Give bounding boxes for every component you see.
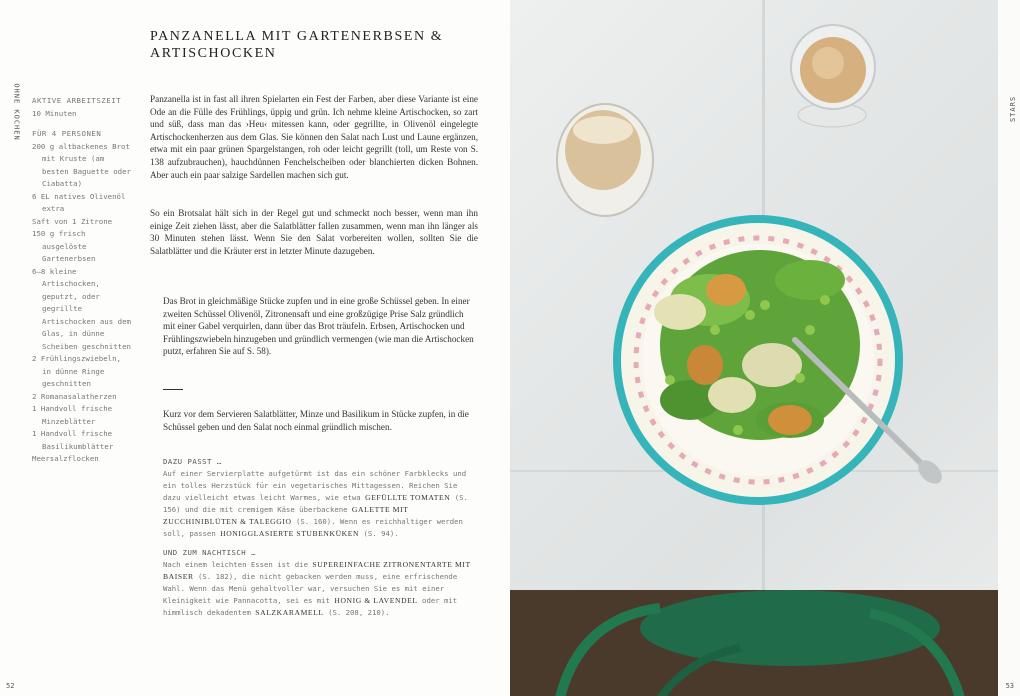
ingredient-item: 6–8 kleine Artischocken, geputzt, oder gegrillte Artischocken aus dem Glas, in dünne Scheiben geschnitten [32,266,131,351]
step-divider [163,389,183,390]
note-text: (S. 182), die nicht gebacken werden muss, eine erfrischende Wahl. Wenn das Menü gehaltvoller war, versuchen Sie es mit einer Kleinigkeit wie Pannacotta, sei es mit [163,572,458,605]
note-heading: DAZU PASST … [163,457,222,466]
ingredient-item: 200 g altbackenes Brot mit Kruste (am besten Baguette oder Ciabatta) [32,141,131,188]
ingredient-item: 1 Handvoll frische Minzeblätter [32,404,113,426]
note-text: (S. 160). Wenn es reichhaltiger werden soll, passen [163,517,463,538]
green-chair [540,588,970,696]
note-text: oder mit himmlisch dekadentem [163,596,458,617]
method-step-1: Das Brot in gleichmäßige Stücke zupfen und in eine große Schüssel geben. In einer zweiten Schüssel Olivenöl, Zitronensaft und eine großzügige Prise Salz gründlich mit einer Gabel verquirlen, dann über das Brot träufeln. Erbsen, Artischocken und Frühlingszwiebeln hinzugeben und gründlich vermengen (wie man die Artischocken putzt, erfahren Sie auf S. 58). [163,296,474,357]
salad-plate [613,215,903,505]
recipe-title: PANZANELLA MIT GARTENERBSEN & ARTISCHOCKEN [150,29,444,61]
cross-reference: SALZKARAMELL [255,608,324,617]
servings-label: FÜR 4 PERSONEN [32,129,102,138]
wine-glass [791,25,875,127]
chapter-label-right: STARS [1008,95,1017,123]
note-text: (S. 94). [363,529,399,538]
cross-reference: HONIG & LAVENDEL [334,596,418,605]
ingredient-item: 6 EL natives Olivenöl extra [32,191,126,213]
intro-paragraph-1: Panzanella ist in fast all ihren Spielarten ein Fest der Farben, aber diese Variante ist eine Ode an die Fülle des Frühlings, üppig und grün. Ich nehme kleine Artischocken, so zart und süß, dass man das ›Heu‹ mitessen kann, oder gegrillte, in Olivenöl eingelegte Artischockenherzen aus dem Glas. Sie können den Salat nach Lust und Laune ergänzen, etwa mit ein paar grünen Spargelstangen, roh oder leicht gegrillt (toll, um Reste von S. 138 aufzubrauchen), hauchdünnen Fenchelscheiben oder blanchierten dicken Bohnen. Aber auch ein paar salzige Sardellen machen sich gut. [150,94,478,180]
active-time-value: 10 Minuten [32,108,77,118]
ingredient-item: 150 g frisch ausgelöste Gartenerbsen [32,229,96,263]
note-heading: UND ZUM NACHTISCH … [163,548,256,557]
food-scene [510,0,998,590]
ingredient-item: Saft von 1 Zitrone [32,216,113,226]
note-text: (S. 156) und die mit cremigem Käse überbackene [163,493,468,514]
active-time-label: AKTIVE ARBEITSZEIT [32,96,122,105]
right-page [510,0,1020,696]
dessert-suggestion-note [163,547,479,619]
cross-reference: GEFÜLLTE TOMATEN [365,493,451,502]
serving-suggestion-note [163,456,479,540]
ingredient-item: 1 Handvoll frische Basilikumblätter [32,429,114,451]
page-number-right: 53 [1005,682,1014,690]
page-number-left: 52 [6,682,15,690]
cross-reference: GALETTE MIT ZUCCHINIBLÜTEN & TALEGGIO [163,505,409,526]
tumbler-glass [557,104,653,216]
note-text: Nach einem leichten Essen ist die [163,560,308,569]
chapter-label-left: OHNE KOCHEN [12,83,21,141]
ingredient-column [32,95,132,466]
cross-reference: SUPEREINFACHE ZITRONENTARTE MIT BAISER [163,560,471,581]
ingredient-item: 2 Romanasalatherzen [32,391,117,401]
note-text: Auf einer Servierplatte aufgetürmt ist das ein schöner Farbklecks und ein tolles Herzstück für ein vegetarisches Mittagessen. Reichen Sie dazu vielleicht etwas leicht Warmes, wie etwa [163,469,467,502]
ingredient-item: 2 Frühlingszwiebeln, in dünne Ringe geschnitten [32,354,121,388]
ingredient-item: Meersalzflocken [32,454,99,463]
note-text: (S. 208, 210). [328,608,390,617]
cross-reference: HONIGGLASIERTE STUBENKÜKEN [220,529,360,538]
method-step-2: Kurz vor dem Servieren Salatblätter, Minze und Basilikum in Stücke zupfen, in die Schüssel geben und den Salat noch einmal gründlich mischen. [163,409,469,432]
intro-paragraph-2: So ein Brotsalat hält sich in der Regel gut und schmeckt noch besser, wenn man ihn einige Zeit ziehen lässt, aber die Salatblätter fallen zusammen, wenn man ihn länger als 30 Minuten stehen lässt. Wenn Sie den Salat vorbereiten wollen, sollten Sie die Salatblätter und die Kräuter erst in letzter Minute dazugeben. [150,208,478,256]
